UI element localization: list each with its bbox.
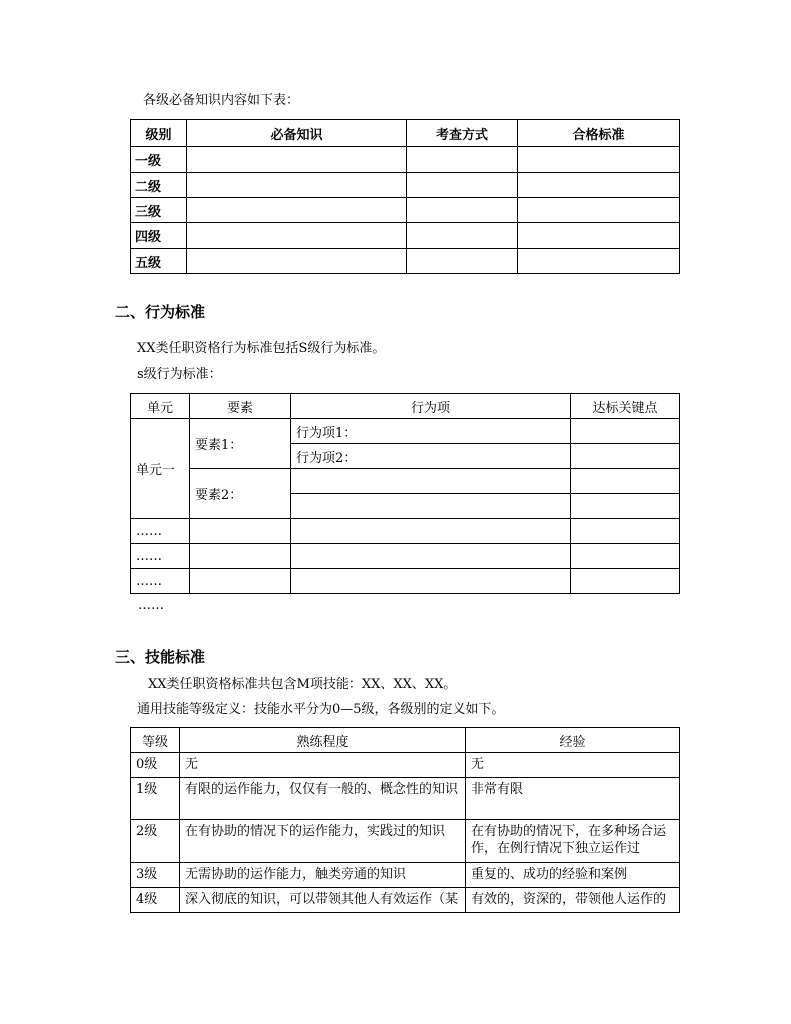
table-cell (187, 223, 407, 249)
level-cell: 二级 (131, 173, 187, 198)
element-cell: 要素2： (190, 469, 291, 519)
table-cell (571, 419, 680, 444)
table-cell (518, 223, 680, 249)
table-cell (571, 519, 680, 544)
proficiency-cell: 有限的运作能力，仅仅有一般的、概念性的知识 (180, 778, 466, 820)
section-intro: 各级必备知识内容如下表： (143, 93, 300, 108)
unit-cell: 单元一 (131, 419, 190, 519)
section2-para1: XX类任职资格行为标准包括S级行为标准。 (137, 341, 386, 356)
behavior-item-cell: 行为项1： (291, 419, 571, 444)
header-key-point: 达标关键点 (571, 394, 680, 419)
skill-table (130, 727, 680, 913)
table-cell (518, 147, 680, 173)
grade-cell: 4级 (131, 888, 180, 913)
table-cell (291, 494, 571, 519)
table-cell (190, 544, 291, 569)
table-cell (571, 469, 680, 494)
grade-cell: 2级 (131, 820, 180, 863)
experience-cell: 无 (466, 753, 680, 778)
section3-para2: 通用技能等级定义：技能水平分为0—5级，各级别的定义如下。 (137, 702, 505, 717)
grade-cell: 3级 (131, 863, 180, 888)
table-cell (187, 173, 407, 198)
table-cell (187, 249, 407, 274)
experience-cell: 在有协助的情况下，在多种场合运作，在例行情况下独立运作过 (466, 820, 680, 863)
proficiency-cell: 无 (180, 753, 466, 778)
section2-title: 二、行为标准 (115, 303, 206, 321)
table-cell (291, 569, 571, 594)
header-grade: 等级 (131, 728, 180, 753)
proficiency-cell: 深入彻底的知识，可以带领其他人有效运作（某 (180, 888, 466, 913)
table-cell (291, 544, 571, 569)
table-cell (291, 519, 571, 544)
table-cell (518, 173, 680, 198)
table-cell (407, 223, 518, 249)
table-cell (571, 444, 680, 469)
table-cell (571, 569, 680, 594)
table-cell (407, 147, 518, 173)
experience-cell: 非常有限 (466, 778, 680, 820)
level-cell: 一级 (131, 147, 187, 173)
table-cell (187, 147, 407, 173)
proficiency-cell: 在有协助的情况下的运作能力，实践过的知识 (180, 820, 466, 863)
grade-cell: 1级 (131, 778, 180, 820)
table-cell (407, 249, 518, 274)
table-cell (407, 198, 518, 223)
ellipsis-cell: …… (131, 544, 190, 569)
behavior-item-cell: 行为项2： (291, 444, 571, 469)
table-cell (190, 569, 291, 594)
header-experience: 经验 (466, 728, 680, 753)
table-cell (518, 198, 680, 223)
header-pass-standard: 合格标准 (518, 120, 680, 147)
level-cell: 三级 (131, 198, 187, 223)
section2-para2: s级行为标准： (137, 367, 222, 382)
level-cell: 五级 (131, 249, 187, 274)
header-behavior-item: 行为项 (291, 394, 571, 419)
table-cell (518, 249, 680, 274)
header-exam-method: 考查方式 (407, 120, 518, 147)
experience-cell: 有效的，资深的，带领他人运作的 (466, 888, 680, 913)
after-table-ellipsis: …… (138, 598, 164, 613)
table-cell (571, 494, 680, 519)
header-unit: 单元 (131, 394, 190, 419)
table-cell (187, 198, 407, 223)
ellipsis-cell: …… (131, 519, 190, 544)
knowledge-table (130, 119, 680, 274)
level-cell: 四级 (131, 223, 187, 249)
header-element: 要素 (190, 394, 291, 419)
table-cell (571, 544, 680, 569)
section3-title: 三、技能标准 (115, 648, 206, 666)
header-level: 级别 (131, 120, 187, 147)
header-proficiency: 熟练程度 (180, 728, 466, 753)
table-cell (291, 469, 571, 494)
experience-cell: 重复的、成功的经验和案例 (466, 863, 680, 888)
proficiency-cell: 无需协助的运作能力，触类旁通的知识 (180, 863, 466, 888)
table-cell (407, 173, 518, 198)
element-cell: 要素1： (190, 419, 291, 469)
table-cell (190, 519, 291, 544)
behavior-table (130, 393, 680, 594)
grade-cell: 0级 (131, 753, 180, 778)
header-knowledge: 必备知识 (187, 120, 407, 147)
section3-para1: XX类任职资格标准共包含M项技能：XX、XX、XX。 (148, 677, 457, 692)
ellipsis-cell: …… (131, 569, 190, 594)
